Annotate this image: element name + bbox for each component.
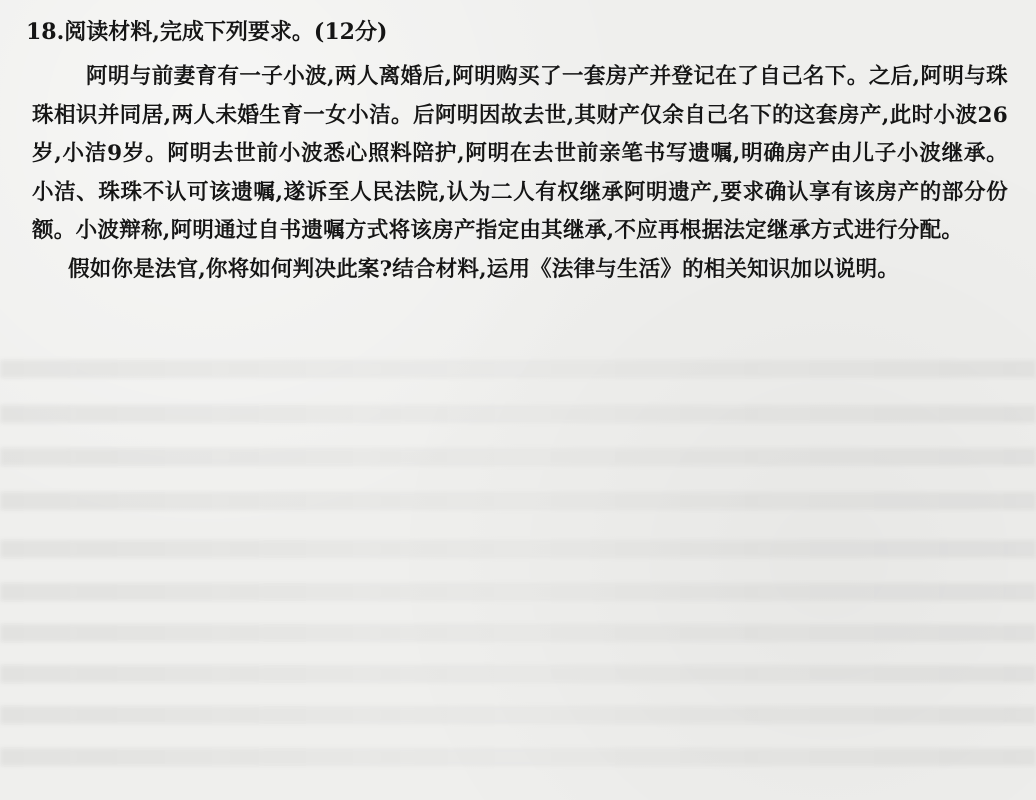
bleed-through-line — [0, 405, 1036, 423]
bleed-through-line — [0, 665, 1036, 683]
bleed-through-line — [0, 748, 1036, 766]
bleed-through-line — [0, 624, 1036, 642]
question-material: 阿明与前妻育有一子小波,两人离婚后,阿明购买了一套房产并登记在了自己名下。之后,阿明与珠珠相识并同居,两人未婚生育一女小洁。后阿明因故去世,其财产仅余自己名下的这套房产,此时小波26岁,小洁9岁。阿明去世前小波悉心照料陪护,阿明在去世前亲笔书写遗嘱,明确房产由儿子小波继承。小洁、珠珠不认可该遗嘱,遂诉至人民法院,认为二人有权继承阿明遗产,要求确认享有该房产的部分份额。小波辩称,阿明通过自书遗嘱方式将该房产指定由其继承,不应再根据法定继承方式进行分配。 — [32, 64, 1008, 243]
bleed-through-line — [0, 360, 1036, 378]
question-prompt: 假如你是法官,你将如何判决此案?结合材料,运用《法律与生活》的相关知识加以说明。 — [68, 256, 900, 282]
bleed-through-line — [0, 540, 1036, 558]
bleed-through-line — [0, 492, 1036, 510]
question-18 — [26, 16, 1006, 289]
bleed-through-line — [0, 583, 1036, 601]
bleed-through-line — [0, 448, 1036, 466]
bleed-through-line — [0, 706, 1036, 724]
question-title: 18.阅读材料,完成下列要求。(12分) — [26, 19, 388, 45]
